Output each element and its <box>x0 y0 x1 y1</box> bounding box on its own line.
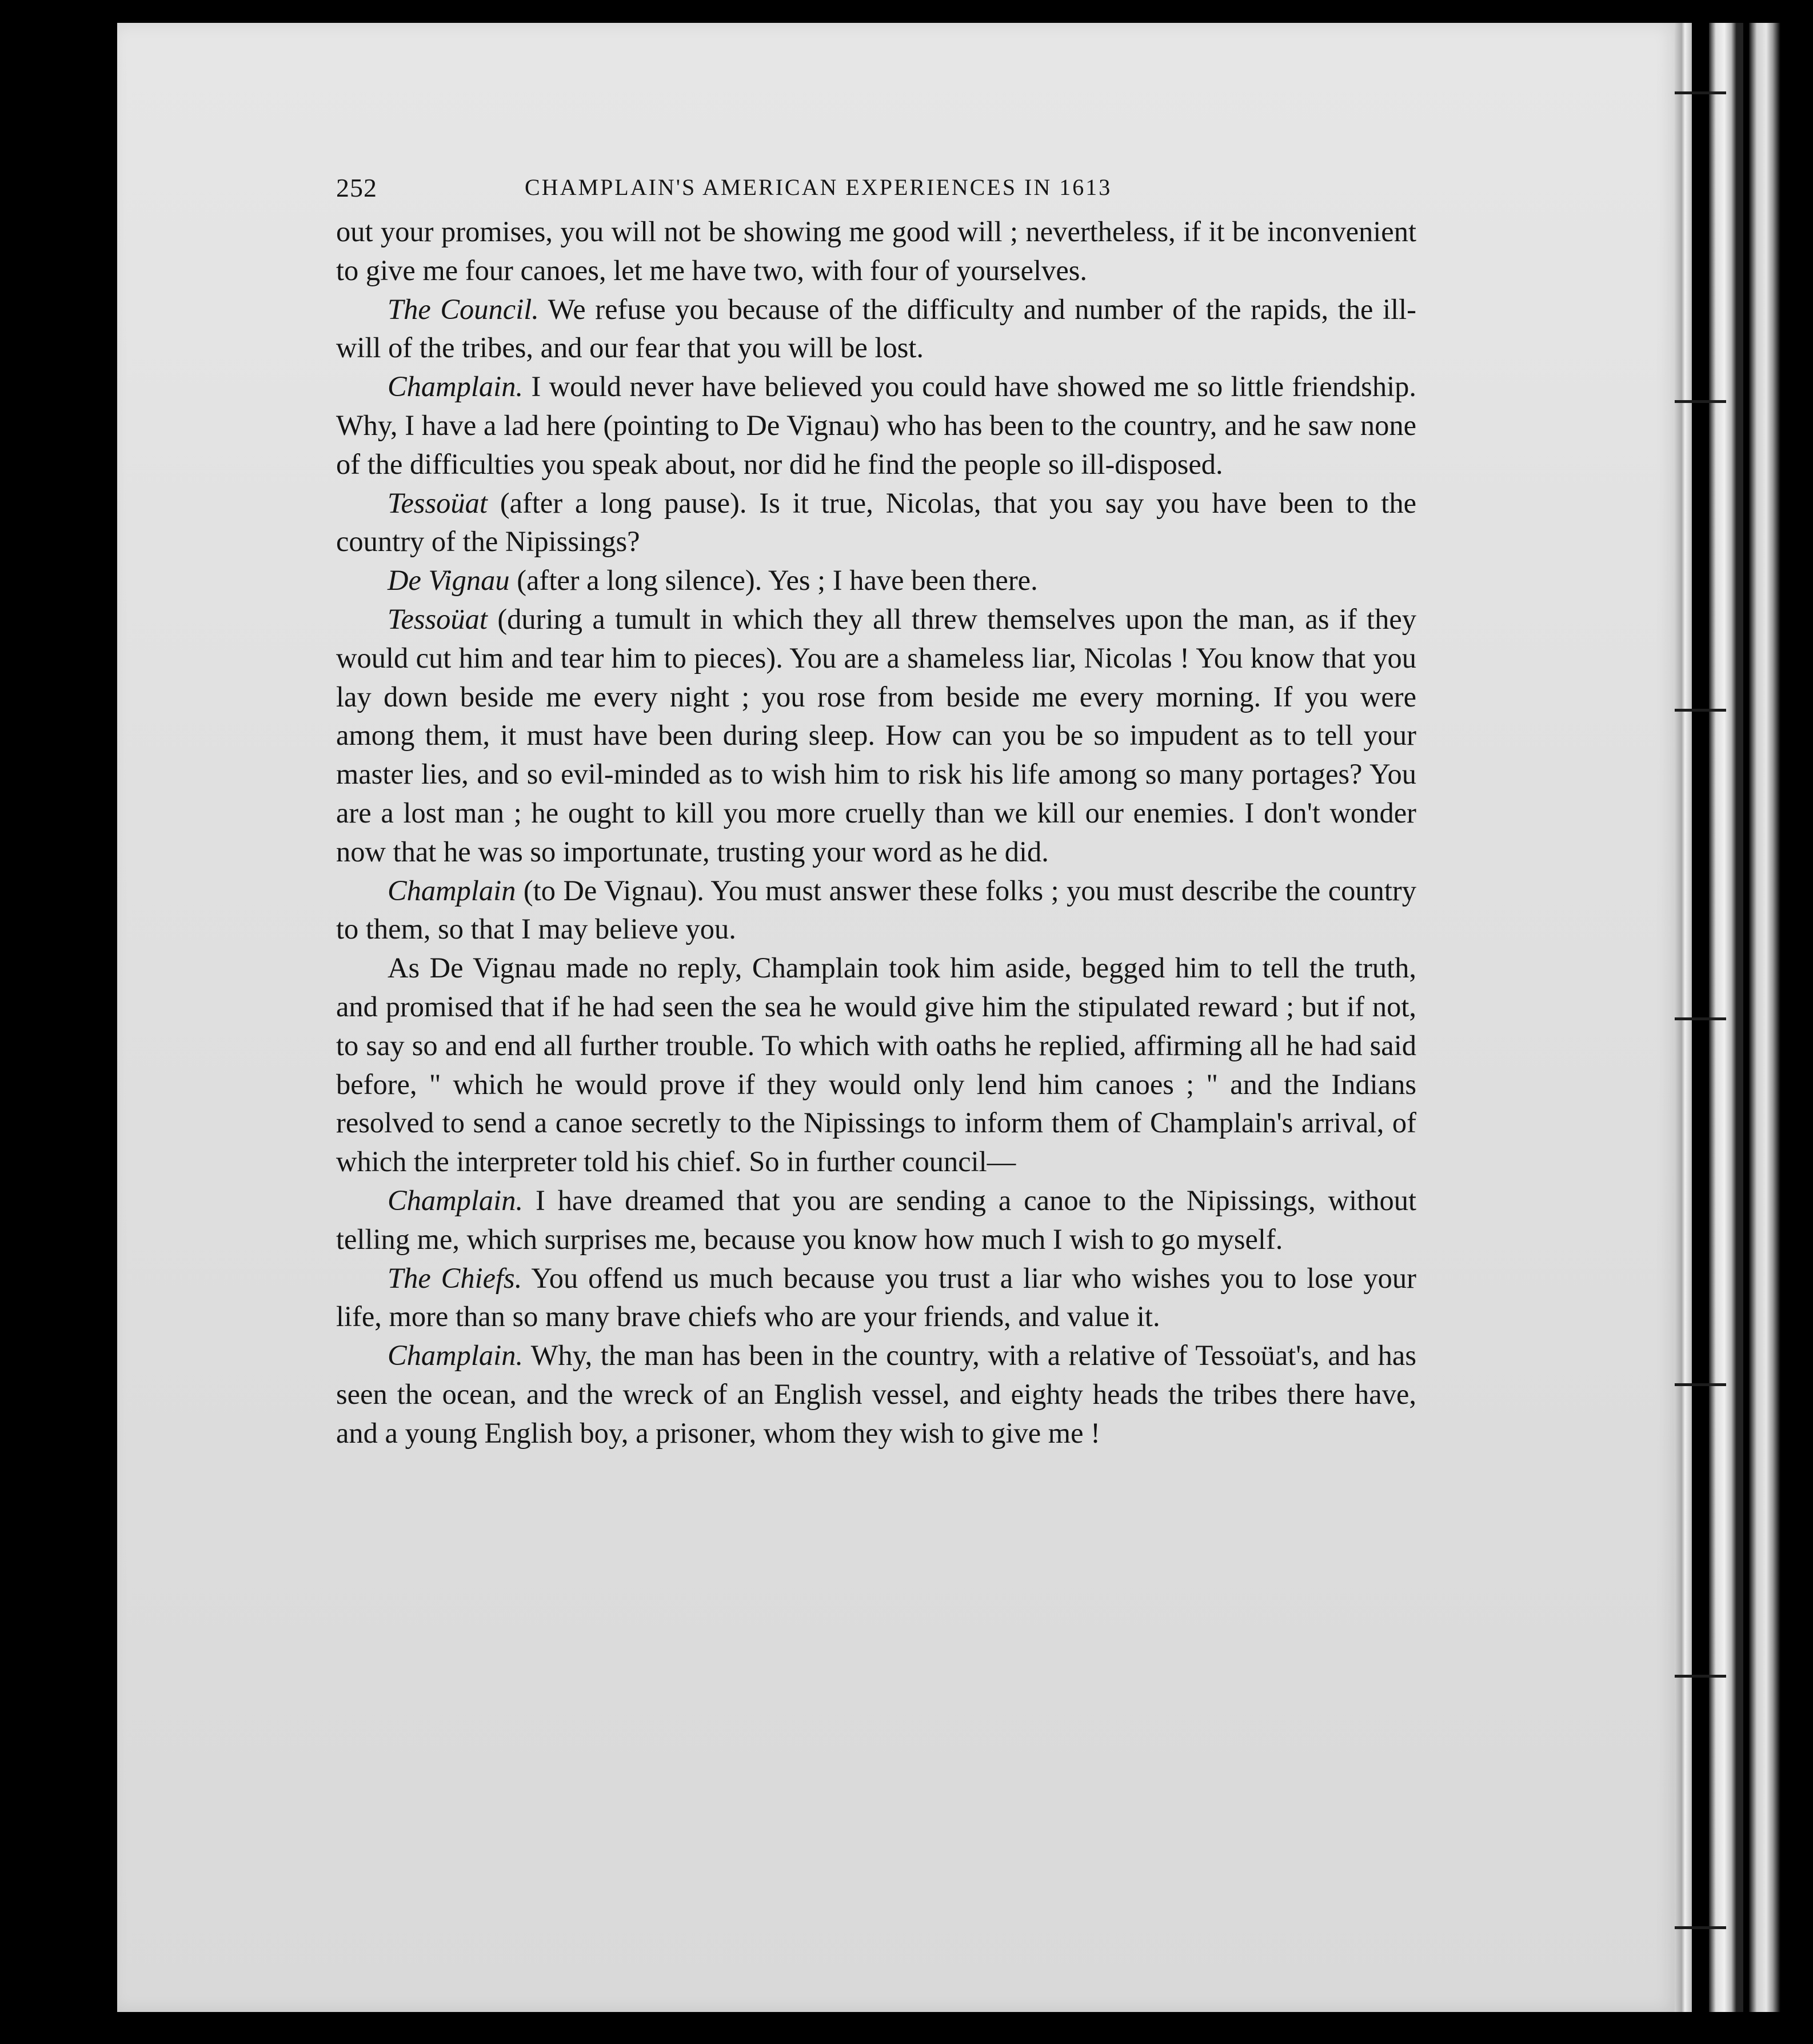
page-content <box>336 161 1416 1453</box>
paragraph-text: (after a long silence). Yes ; I have been there. <box>509 564 1038 597</box>
binding-stitch <box>1675 709 1726 712</box>
paragraph-text: I would never have believed you could have showed me so little friendship. Why, I have a lad here (pointing to De Vignau) who has been to the country, and he saw none of the difficulties you speak about, nor did he find the people so ill-disposed. <box>336 370 1416 480</box>
binding-stitch <box>1675 91 1726 94</box>
paragraph <box>336 600 1416 872</box>
paragraph-text: (after a long pause). Is it true, Nicolas, that you say you have been to the country of the Nipissings? <box>336 486 1416 558</box>
binding-stitch <box>1675 400 1726 403</box>
binding-stitch <box>1675 1017 1726 1020</box>
speaker-label: The Chiefs. <box>388 1261 522 1294</box>
paragraph <box>336 949 1416 1181</box>
speaker-label: Champlain. <box>388 1184 524 1216</box>
paragraph <box>336 561 1416 600</box>
speaker-label: Tessoüat <box>388 602 488 635</box>
paragraph-text: We refuse you because of the difficulty and number of the rapids, the ill-will of the tribes, and our fear that you will be lost. <box>336 293 1416 364</box>
binding-stitch <box>1675 1675 1726 1678</box>
running-title: CHAMPLAIN'S AMERICAN EXPERIENCES IN 1613 <box>525 174 1112 200</box>
speaker-label: Champlain. <box>388 370 524 403</box>
paragraph-text: (during a tumult in which they all threw themselves upon the man, as if they would cut him and tear him to pieces). You are a shameless liar, Nicolas ! You know that you lay down beside me every night ; you rose from beside me every morning. If you were among them, it must have been during sleep. How can you be so impudent as to tell your master lies, and so evil-minded as to wish him to risk his life among so many portages? You are a lost man ; he ought to kill you more cruelly than we kill our enemies. I don't wonder now that he was so importunate, trusting your word as he did. <box>336 602 1416 868</box>
paragraph <box>336 1181 1416 1259</box>
running-head <box>336 161 1416 213</box>
paragraph-text: You offend us much because you trust a liar who wishes you to lose your life, more than so many brave chiefs who are your friends, and value it. <box>336 1261 1416 1333</box>
speaker-label: Champlain <box>388 874 516 907</box>
paragraph <box>336 1336 1416 1452</box>
paragraph <box>336 368 1416 484</box>
paragraph <box>336 213 1416 290</box>
paragraph-text: (to De Vignau). You must answer these folks ; you must describe the country to them, so that I may believe you. <box>336 874 1416 945</box>
speaker-label: Tessoüat <box>388 486 488 519</box>
paragraph <box>336 872 1416 949</box>
page-number: 252 <box>336 173 377 202</box>
binding-stitch <box>1675 1383 1726 1386</box>
paragraph-text: Why, the man has been in the country, with a relative of Tessoüat's, and has seen the ocean, and the wreck of an English vessel, and eighty heads the tribes there have, and a young English boy, a prisoner, whom they wish to give me ! <box>336 1339 1416 1449</box>
paragraph-text: out your promises, you will not be showing me good will ; nevertheless, if it be inconvenient to give me four canoes, let me have two, with four of yourselves. <box>336 215 1416 286</box>
paragraph-text: I have dreamed that you are sending a canoe to the Nipissings, without telling me, which surprises me, because you know how much I wish to go myself. <box>336 1184 1416 1255</box>
speaker-label: De Vignau <box>388 564 510 597</box>
paragraph <box>336 290 1416 368</box>
speaker-label: Champlain. <box>388 1339 524 1372</box>
speaker-label: The Council. <box>388 293 539 325</box>
paragraph <box>336 1259 1416 1337</box>
paragraph-text: As De Vignau made no reply, Champlain took him aside, begged him to tell the truth, and promised that if he had seen the sea he would give him the stipulated reward ; but if not, to say so and end all further trouble. To which with oaths he replied, affirming all he had said before, " which he would prove if they would only lend him canoes ; " and the Indians resolved to send a canoe secretly to the Nipissings to inform them of Champlain's arrival, of which the interpreter told his chief. So in further council— <box>336 952 1416 1178</box>
paragraph <box>336 484 1416 562</box>
binding-stitch <box>1675 1926 1726 1929</box>
page-edge <box>1749 23 1780 2012</box>
